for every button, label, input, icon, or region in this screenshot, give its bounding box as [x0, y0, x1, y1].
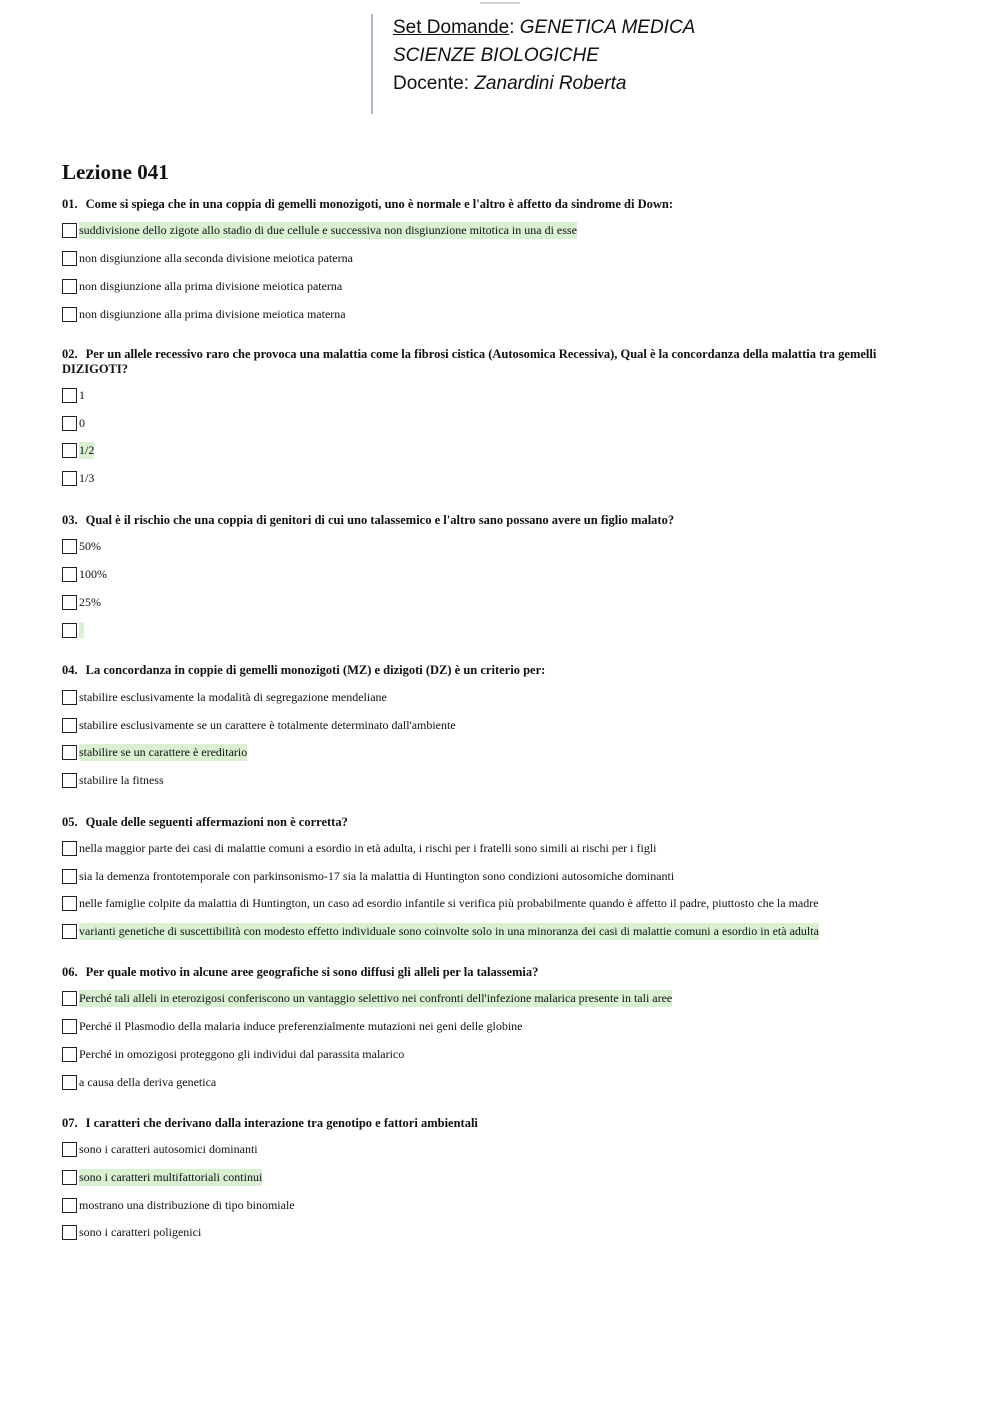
question-text: I caratteri che derivano dalla interazione tra genotipo e fattori ambientali — [85, 1116, 478, 1130]
answer-text: nelle famiglie colpite da malattia di Huntington, un caso ad esordio infantile si verifica più probabilmente quando è affetto il padre, piuttosto che la madre — [79, 895, 819, 910]
answer-checkbox[interactable] — [62, 1075, 77, 1090]
answer-option[interactable] — [62, 593, 101, 611]
answer-option[interactable] — [62, 867, 674, 885]
answer-checkbox[interactable] — [62, 623, 77, 638]
answer-option[interactable] — [62, 1017, 523, 1035]
answer-checkbox[interactable] — [62, 773, 77, 788]
answer-checkbox[interactable] — [62, 1047, 77, 1062]
question-number: 03. — [62, 513, 78, 527]
answer-option[interactable] — [62, 1073, 216, 1091]
answer-checkbox[interactable] — [62, 443, 77, 458]
answer-checkbox[interactable] — [62, 1170, 77, 1185]
answer-checkbox[interactable] — [62, 567, 77, 582]
answer-checkbox[interactable] — [62, 595, 77, 610]
answer-option[interactable] — [62, 1196, 295, 1214]
answer-text-highlighted: stabilire se un carattere è ereditario — [79, 744, 248, 759]
answer-checkbox[interactable] — [62, 416, 77, 431]
answer-text: sono i caratteri poligenici — [79, 1224, 202, 1239]
answer-text-highlighted: 1/2 — [79, 442, 95, 457]
answer-checkbox[interactable] — [62, 1142, 77, 1157]
answer-text-highlighted: sono i caratteri multifattoriali continui — [79, 1169, 263, 1184]
answer-text: Perché il Plasmodio della malaria induce preferenzialmente mutazioni nei geni delle globine — [79, 1018, 523, 1033]
answer-checkbox[interactable] — [62, 718, 77, 733]
question-1 — [62, 197, 912, 212]
question-number: 01. — [62, 197, 78, 211]
answer-option[interactable] — [62, 537, 101, 555]
course-name: SCIENZE BIOLOGICHE — [393, 45, 599, 66]
answer-checkbox[interactable] — [62, 388, 77, 403]
answer-option[interactable] — [62, 277, 342, 295]
answer-text: non disgiunzione alla prima divisione meiotica paterna — [79, 278, 343, 293]
answer-text: stabilire la fitness — [79, 772, 164, 787]
answer-checkbox[interactable] — [62, 223, 77, 238]
answer-text: 50% — [79, 538, 101, 553]
answer-text: 1 — [79, 387, 85, 402]
docente-label: Docente: — [393, 73, 470, 94]
question-text: Qual è il rischio che una coppia di genitori di cui uno talassemico e l'altro sano possano avere un figlio malato? — [85, 513, 675, 527]
answer-text-highlighted — [79, 622, 84, 638]
answer-checkbox[interactable] — [62, 869, 77, 884]
answer-text: 100% — [79, 566, 107, 581]
answer-text: Perché in omozigosi proteggono gli individui dal parassita malarico — [79, 1046, 405, 1061]
answer-checkbox[interactable] — [62, 1019, 77, 1034]
answer-option[interactable] — [62, 305, 346, 323]
header-docente-line — [393, 70, 695, 98]
header-set-line — [393, 14, 695, 42]
subject-name: GENETICA MEDICA — [519, 17, 696, 38]
answer-option[interactable] — [62, 989, 672, 1007]
answer-checkbox[interactable] — [62, 690, 77, 705]
question-number: 05. — [62, 815, 78, 829]
answer-text: a causa della deriva genetica — [79, 1074, 217, 1089]
answer-option[interactable] — [62, 414, 85, 432]
answer-checkbox[interactable] — [62, 471, 77, 486]
document-header — [371, 14, 695, 114]
answer-option[interactable] — [62, 621, 84, 639]
docente-name: Zanardini Roberta — [474, 73, 627, 94]
top-header-mark — [480, 2, 520, 4]
answer-checkbox[interactable] — [62, 279, 77, 294]
answer-text: non disgiunzione alla prima divisione meiotica materna — [79, 306, 346, 321]
header-course-line — [393, 42, 695, 70]
answer-checkbox[interactable] — [62, 745, 77, 760]
question-number: 06. — [62, 965, 78, 979]
question-text: Quale delle seguenti affermazioni non è corretta? — [85, 815, 348, 829]
answer-option[interactable] — [62, 221, 577, 239]
set-domande-sep: : — [509, 17, 515, 38]
answer-text: 0 — [79, 415, 85, 430]
answer-option[interactable] — [62, 1223, 201, 1241]
question-text: Come si spiega che in una coppia di gemelli monozigoti, uno è normale e l'altro è affetto da sindrome di Down: — [85, 197, 673, 211]
answer-checkbox[interactable] — [62, 924, 77, 939]
question-text: La concordanza in coppie di gemelli monozigoti (MZ) e dizigoti (DZ) è un criterio per: — [85, 663, 546, 677]
answer-option[interactable] — [62, 469, 94, 487]
answer-option[interactable] — [62, 441, 94, 459]
answer-text: stabilire esclusivamente se un carattere è totalmente determinato dall'ambiente — [79, 717, 456, 732]
answer-checkbox[interactable] — [62, 1225, 77, 1240]
answer-option[interactable] — [62, 743, 247, 761]
answer-text: non disgiunzione alla seconda divisione meiotica paterna — [79, 250, 353, 265]
question-2 — [62, 347, 912, 377]
lesson-title: Lezione 041 — [62, 160, 169, 184]
answer-text: sono i caratteri autosomici dominanti — [79, 1141, 258, 1156]
answer-option[interactable] — [62, 1140, 258, 1158]
answer-checkbox[interactable] — [62, 539, 77, 554]
answer-text-highlighted: Perché tali alleli in eterozigosi conferiscono un vantaggio selettivo nei confronti dell'infezione malarica presente in tali aree — [79, 990, 673, 1005]
answer-text: sia la demenza frontotemporale con parkinsonismo-17 sia la malattia di Huntington sono condizioni autosomiche dominanti — [79, 868, 675, 883]
answer-text: stabilire esclusivamente la modalità di segregazione mendeliane — [79, 689, 387, 704]
answer-text-highlighted: varianti genetiche di suscettibilità con modesto effetto individuale sono coinvolte solo in una minoranza dei casi di malattie comuni a esordio in età adulta — [79, 923, 819, 938]
question-number: 02. — [62, 347, 78, 361]
question-number: 04. — [62, 663, 78, 677]
answer-option[interactable] — [62, 922, 819, 940]
question-5 — [62, 815, 912, 830]
answer-text: 25% — [79, 594, 101, 609]
question-4 — [62, 663, 912, 678]
question-text: Per un allele recessivo raro che provoca una malattia come la fibrosi cistica (Autosomica Recessiva), Qual è la concordanza della malattia tra gemelli DIZIGOTI? — [62, 347, 877, 376]
answer-option[interactable] — [62, 688, 387, 706]
question-number: 07. — [62, 1116, 78, 1130]
answer-option[interactable] — [62, 771, 164, 789]
answer-option[interactable] — [62, 716, 456, 734]
answer-option[interactable] — [62, 1168, 262, 1186]
answer-option[interactable] — [62, 894, 819, 912]
answer-option[interactable] — [62, 1045, 404, 1063]
question-7 — [62, 1116, 912, 1131]
answer-option[interactable] — [62, 249, 353, 267]
question-3 — [62, 513, 912, 528]
question-6 — [62, 965, 912, 980]
set-domande-label: Set Domande — [393, 17, 510, 38]
answer-checkbox[interactable] — [62, 841, 77, 856]
answer-checkbox[interactable] — [62, 991, 77, 1006]
answer-checkbox[interactable] — [62, 1198, 77, 1213]
answer-checkbox[interactable] — [62, 251, 77, 266]
answer-text: nella maggior parte dei casi di malattie comuni a esordio in età adulta, i rischi per i fratelli sono simili ai rischi per i figli — [79, 840, 657, 855]
answer-option[interactable] — [62, 839, 657, 857]
answer-text-highlighted: suddivisione dello zigote allo stadio di due cellule e successiva non disgiunzione mitotica in una di esse — [79, 222, 577, 237]
answer-option[interactable] — [62, 386, 85, 404]
answer-option[interactable] — [62, 565, 107, 583]
answer-checkbox[interactable] — [62, 307, 77, 322]
answer-text: mostrano una distribuzione di tipo binomiale — [79, 1197, 295, 1212]
question-text: Per quale motivo in alcune aree geografiche si sono diffusi gli alleli per la talassemia? — [85, 965, 539, 979]
answer-text: 1/3 — [79, 470, 95, 485]
answer-checkbox[interactable] — [62, 896, 77, 911]
